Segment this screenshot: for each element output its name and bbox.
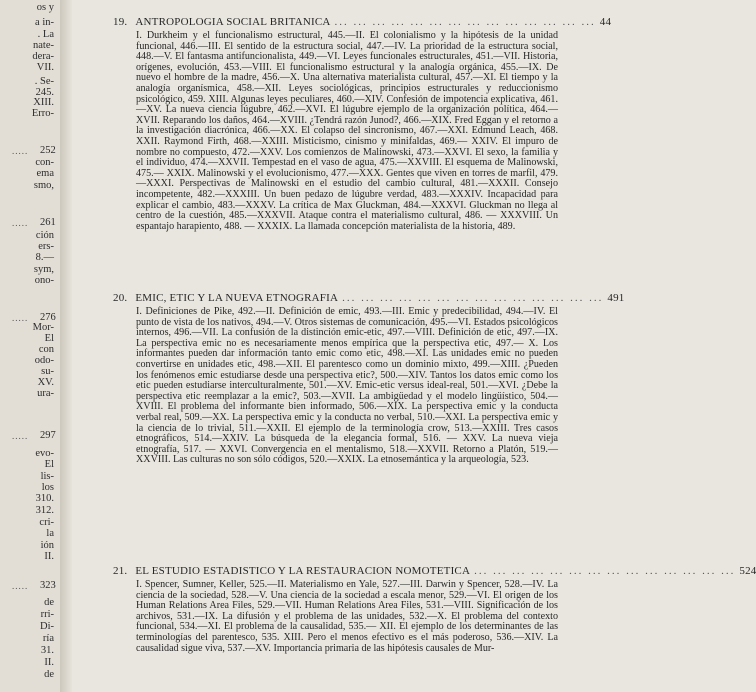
section-title: EMIC, ETIC Y LA NUEVA ETNOGRAFIA — [135, 292, 339, 304]
section-contents: I. Spencer, Sumner, Keller, 525.—II. Materialismo en Yale, 527.—III. Darwin y Spencer, 528.—IV. La ciencia de la sociedad, 528.—V. Una ciencia de la sociedad a escala menor, 529.—VI. El origen de los Human Relations Area Files, 529.—VII. Human Relations Area Files, 531.—VIII. Significación de los archivos, 531.—IX. La difusión y el problema de las unidades, 532.—X. El problema del contexto funcional, 534.—XI. El problema de la causalidad, 535.— XII. El ejemplo de los determinantes de las terminologías del parentesco, 535. XIII. Pero el menos efectivo es el más poderoso, 536.—XIV. La causalidad sigue viva, 537.—XV. Importancia primaria de las hipótesis causales de Mur- — [136, 579, 558, 654]
left-margin-fragment: de — [44, 669, 54, 680]
left-margin-leader-dots: ..... — [12, 581, 29, 591]
section-heading — [113, 565, 756, 578]
left-margin-fragment: 31. — [40, 645, 54, 656]
left-margin-page-number: 297 — [40, 430, 56, 441]
left-margin-leader-dots: ..... — [12, 313, 29, 323]
left-margin-fragment: a in- — [35, 17, 54, 28]
left-margin-fragment: ono- — [34, 275, 54, 286]
left-margin-fragment: su- — [41, 366, 54, 377]
left-margin-fragment: con- — [35, 157, 54, 168]
leader-dots: ... ... ... ... ... ... ... ... ... ... ... ... ... ... — [342, 292, 604, 304]
section-page-number: 491 — [607, 292, 625, 304]
left-margin-fragment: odo- — [34, 355, 54, 366]
section-heading — [113, 16, 612, 29]
left-margin-fragment: smo, — [33, 180, 54, 191]
left-margin-fragment: 245. — [35, 87, 54, 98]
left-margin-fragment: sym, — [33, 264, 54, 275]
left-margin-fragment: XIII. — [33, 97, 54, 108]
left-margin-fragment: rri- — [40, 609, 54, 620]
left-margin-fragment: 8.— — [35, 252, 54, 263]
left-margin-page-number: 261 — [40, 217, 56, 228]
left-margin-fragment: ción — [35, 230, 54, 241]
left-margin-fragment: Di- — [40, 621, 54, 632]
section-number: 21. — [113, 565, 128, 577]
toc-section — [113, 292, 625, 466]
left-margin-fragment: Mor- — [32, 322, 54, 333]
left-margin-fragment: 310. — [35, 493, 54, 504]
left-margin-fragment: los — [41, 482, 54, 493]
left-margin-fragment: . Se- — [34, 76, 54, 87]
left-margin-page-number: 323 — [40, 580, 56, 591]
left-margin-fragment: de — [44, 597, 54, 608]
left-margin-fragment: . La — [37, 29, 54, 40]
toc-section — [113, 565, 756, 654]
left-margin-fragment: El — [44, 459, 54, 470]
left-margin-leader-dots: ..... — [12, 146, 29, 156]
left-margin-fragment: evo- — [35, 448, 54, 459]
leader-dots: ... ... ... ... ... ... ... ... ... ... ... ... ... ... — [474, 565, 736, 577]
left-margin-fragment: ión — [40, 540, 54, 551]
left-margin-fragment: dera- — [32, 51, 54, 62]
leader-dots: ... ... ... ... ... ... ... ... ... ... ... ... ... ... — [334, 16, 596, 28]
left-margin-leader-dots: ..... — [12, 431, 29, 441]
left-margin-page-number: 252 — [40, 145, 56, 156]
left-margin-fragment: XV. — [37, 377, 54, 388]
left-margin-fragment: nate- — [33, 40, 54, 51]
section-page-number: 524 — [739, 565, 756, 577]
section-contents: I. Durkheim y el funcionalismo estructural, 445.—II. El colonialismo y la hipótesis de la unidad funcional, 446.—III. El sentido de la estructura social, 447.—IV. La prioridad de la estructura social, 448.—V. El fantasma antifuncionalista, 449.—VI. Leyes funcionales estructurales, 451.—VII. Historia, orígenes, evolución, 453.—VIII. El funcionalismo estructural y la analogía orgánica, 455.—IX. De nuevo el hombre de la madre, 456.—X. Una alternativa materialista cultural, 457.—XI. El tiempo y la analogía organísmica, 458.—XII. Leyes sociológicas, principios estructurales y reduccionismo psicológico, 459. XIII. Algunas leyes peculiares, 460.—XIV. Confesión de impotencia explicativa, 461.—XV. La nueva ciencia lúgubre, 462.—XVI. El lúgubre ejemplo de la organización política, 464.—XVII. Reparando los daños, 464.—XVIII. ¿Tendrá razón Junod?, 466.—XIX. Fred Eggan y el retorno a la investigación diacrónica, 466.—XX. El colapso del sincronismo, 467.—XXI. Edmund Leach, 468. XXII. Raymond Firth, 468.—XXIII. Misticismo, cinismo y minifaldas, 469.— XXIV. El impuro de nombre no compuesto, 472.—XXV. Los comienzos de Malinowski, 473.—XXVI. El sexo, la familia y el individuo, 474.—XXVII. Tempestad en el vaso de agua, 475.—XXVIII. El esquema de Malinowski, 475.— XXIX. Malinowski y el evolucionismo, 477.—XXX. Gentes que viven en torres de marfil, 479.—XXXI. Perspectivas de Malinowski en el estudio del cambio cultural, 481.—XXXII. Consejo incompetente, 482.—XXXIII. Un buen pedazo de lúgubre verdad, 483.—XXXIV. Incapacidad para explicar el cambio, 483.—XXXV. La crítica de Max Gluckman, 484.—XXXVI. Gluckman no llega al centro de la cuestión, 485.—XXXVII. Ataque contra el materialismo cultural, 486. — XXXVIII. Un espantajo harapiento, 488. — XXXIX. La llamada concepción materialista de la historia, 489. — [136, 30, 558, 232]
left-margin-fragment: II. — [44, 551, 54, 562]
left-margin-fragment: El — [44, 333, 54, 344]
section-number: 19. — [113, 16, 128, 28]
book-gutter — [60, 0, 72, 692]
toc-section — [113, 16, 612, 232]
section-title: EL ESTUDIO ESTADISTICO Y LA RESTAURACION NOMOTETICA — [135, 565, 471, 577]
section-page-number: 44 — [599, 16, 612, 28]
left-margin-fragment: ura- — [37, 388, 54, 399]
left-margin-fragment: ema — [36, 168, 54, 179]
left-page-margin — [0, 0, 60, 692]
left-margin-fragment: II. — [44, 657, 54, 668]
left-margin-fragment: VII. — [36, 62, 54, 73]
left-margin-fragment: Erro- — [31, 108, 54, 119]
left-margin-fragment: 312. — [35, 505, 54, 516]
left-margin-leader-dots: ..... — [12, 218, 29, 228]
section-contents: I. Definiciones de Pike, 492.—II. Definición de emic, 493.—III. Emic y predecibilidad, 494.—IV. El punto de vista de los nativos, 494.—V. Otros sistemas de comunicación, 495.—VI. Estados psicológicos internos, 496.—VII. La confusión de la distinción emic-etic, 497.—VIII. Definición de etic, 497.—IX. La perspectiva emic no es necesariamente menos empírica que la perspectiva etic, 497.— X. Los informantes pueden dar información tanto emic como etic, 498.—XI. Las unidades emic no pueden convertirse en unidades etic, 498.—XII. El parentesco como un dominio mixto, 499.—XIII. ¿Pueden los fenómenos emic estudiarse desde una perspectiva etic?, 500.—XIV. Tantos los datos emic como los etic pueden estudiarse interculturalmente, 501.—XV. Emic-etic versus ideal-real, 501.—XVI. ¿Debe la perspectiva etic reemplazar a la emic?, 503.—XVII. La ambigüedad y el modelo lingüístico, 504.—XVIII. El problema del informante bien informado, 506.—XIX. La perspectiva emic y la conducta verbal real, 509.—XX. La perspectiva emic y la conducta no verbal, 510.—XXI. La perspectiva emic y la ciencia de lo trivial, 511.—XXII. El ejemplo de la terminología crow, 513.—XXIII. Tres casos etnográficos, 514.—XXIV. La búsqueda de la elegancia formal, 516. — XXV. La nueva vieja etnografía, 517. — XXVI. Convergencia en el mentalismo, 518.—XXVII. Retorno a Platón, 519.—XXVIII. Las culturas no son sólo códigos, 520.—XXIX. La etnosemántica y la arqueología, 523. — [136, 306, 558, 466]
left-margin-page-number: 276 — [40, 312, 56, 323]
left-margin-fragment: ría — [42, 633, 54, 644]
left-margin-fragment: con — [38, 344, 54, 355]
left-margin-fragment: lis- — [40, 471, 54, 482]
left-margin-fragment: cri- — [39, 517, 54, 528]
left-margin-fragment: ers- — [38, 241, 54, 252]
section-title: ANTROPOLOGIA SOCIAL BRITANICA — [135, 16, 331, 28]
section-number: 20. — [113, 292, 128, 304]
section-heading — [113, 292, 625, 305]
left-margin-fragment: os y — [36, 2, 54, 13]
left-margin-fragment: la — [46, 528, 54, 539]
